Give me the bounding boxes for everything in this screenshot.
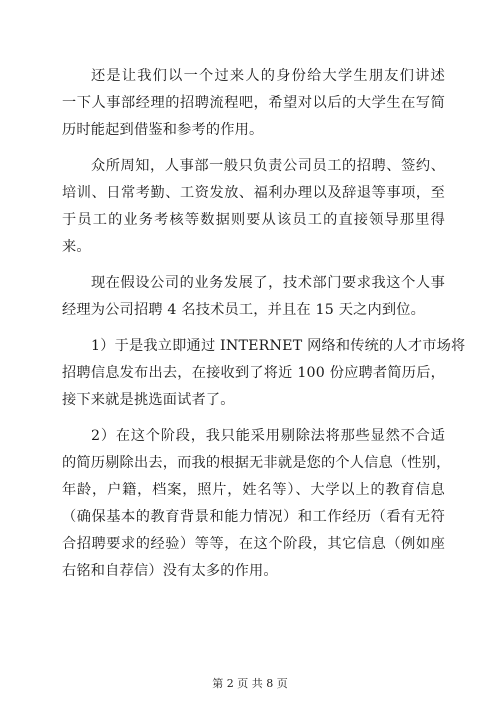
text-line: 年龄，户籍，档案，照片，姓名等）、大学以上的教育信息	[62, 482, 445, 498]
text-line: 一下人事部经理的招聘流程吧，希望对以后的大学生在写简	[62, 95, 445, 111]
text-line: 招聘信息发布出去，在接收到了将近 100 份应聘者简历后，	[62, 365, 445, 381]
paragraph-4	[62, 333, 466, 414]
paragraph-1	[62, 63, 445, 144]
text-line: 2）在这个阶段，我只能采用剔除法将那些显然不合适	[91, 428, 445, 444]
text-line: 培训、日常考勤、工资发放、福利办理以及辞退等事项，至	[62, 185, 445, 201]
text-line: 接下来就是挑选面试者了。	[62, 392, 235, 408]
text-line: 的简历剔除出去，而我的根据无非就是您的个人信息（性别，	[62, 455, 451, 471]
text-line: 历时能起到借鉴和参考的作用。	[62, 122, 264, 138]
text-line: 右铭和自荐信）没有太多的作用。	[62, 563, 278, 579]
page-number-footer: 第 2 页 共 8 页	[212, 677, 288, 690]
paragraph-3	[62, 270, 445, 324]
text-line: 还是让我们以一个过来人的身份给大学生朋友们讲述	[91, 68, 445, 84]
text-line: （确保基本的教育背景和能力情况）和工作经历（看有无符	[62, 509, 445, 525]
text-line: 于员工的业务考核等数据则要从该员工的直接领导那里得	[62, 212, 445, 228]
text-line: 现在假设公司的业务发展了，技术部门要求我这个人事	[91, 275, 445, 291]
text-line: 经理为公司招聘 4 名技术员工，并且在 15 天之内到位。	[62, 302, 426, 318]
document-body	[62, 63, 466, 594]
paragraph-5	[62, 423, 451, 585]
text-line: 众所周知，人事部一般只负责公司员工的招聘、签约、	[91, 158, 445, 174]
text-line: 1）于是我立即通过 INTERNET 网络和传统的人才市场将	[91, 338, 466, 354]
text-line: 来。	[62, 239, 91, 255]
paragraph-2	[62, 153, 445, 261]
text-line: 合招聘要求的经验）等等，在这个阶段，其它信息（例如座	[62, 536, 445, 552]
